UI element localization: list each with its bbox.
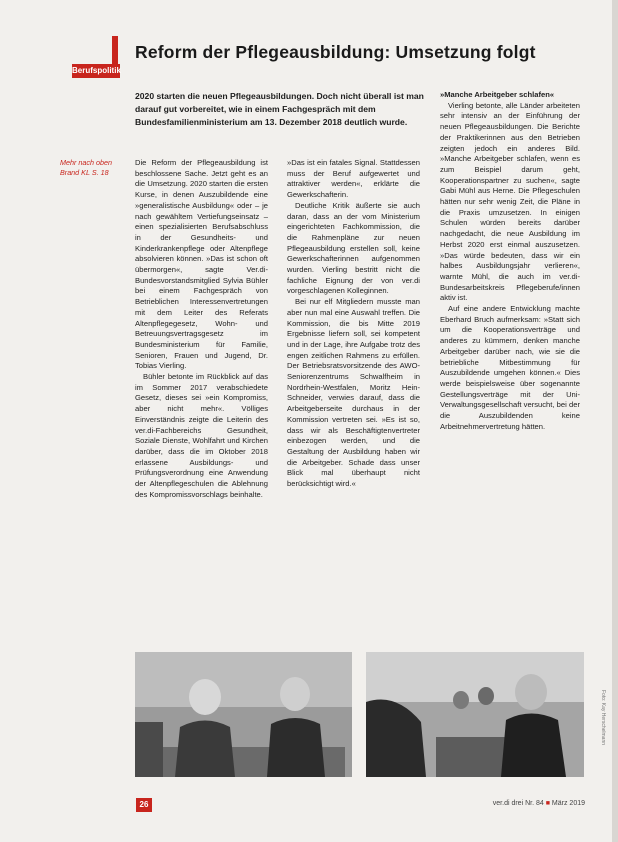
paragraph: »Das ist ein fatales Signal. Stattdessen muss der Beruf aufgewertet und attraktiver werden«, erklärte die Gewerkschafterin.	[287, 158, 420, 200]
photo-left-image	[135, 652, 352, 777]
photo-left	[135, 652, 352, 777]
subheading: »Manche Arbeitgeber schlafen«	[440, 90, 555, 99]
paragraph: Vierling betonte, alle Länder arbeiteten sehr intensiv an der Einführung der neuen Pflegeausbildungen. Die Berichte der Praktikerinnen aus den Betrieben zeigten jedoch ein anderes Bild. »Manche Arbeitgeber schlafen, wenn es zum Beispiel darum geht, Kooperationspartner zu suchen«, sagte Gabi Mühl aus Herne. Die Pflegeschulen hätten nur sehr wenig Zeit, die Pläne in die Praxis umzusetzen. In einigen Schulen würden bereits darüber nachgedacht, die neue Ausbildung im Herbst 2020 erst einmal auszusetzen. »Das würde bedeuten, dass wir ein halbes Ausbildungsjahr verlieren«, warnte Mühl, die auch im ver.di-Bundesarbeitskreis Pflegeberufe/innen aktiv ist.	[440, 100, 580, 303]
issue-number: Nr. 84	[525, 800, 544, 807]
text-column-2	[287, 158, 420, 628]
publication-footer	[400, 800, 585, 807]
issue-date: März 2019	[551, 800, 585, 807]
paragraph: Auf eine andere Entwicklung machte Eberhard Bruch aufmerksam: »Statt sich um die Kooperationsverträge und anderes zu kümmern, denken manche Arbeitgeber darüber nach, wie sie die betriebliche Mitbestimmung für Auszubildende umgehen können.« Dies werde beispielsweise über sogenannte Gestellungsverträge mit der Uni-Verwaltungsgesellschaft versucht, bei der die Auszubildenden keine Arbeitnehmervertretung hätten.	[440, 304, 580, 431]
photo-right	[366, 652, 584, 777]
article-lead: 2020 starten die neuen Pflegeausbildungen. Doch nicht überall ist man darauf gut vorbereitet, wie in einem Fachgespräch mit dem Bundesfamilienministerium am 13. Dezember 2018 deutlich wurde.	[135, 91, 424, 127]
paragraph: Deutliche Kritik äußerte sie auch daran, dass an der vom Ministerium eingerichteten Fachkommission, die die Rahmenpläne zur neuen Pflegeausbildung erstellen soll, keine Gewerkschafterinnen aufgenommen wurden. Vierling bestritt nicht die fachliche Eignung der von ver.di vorgeschlagenen Kolleginnen.	[287, 200, 420, 296]
article-title: Reform der Pflegeausbildung: Umsetzung folgt	[135, 42, 536, 62]
paragraph: Bei nur elf Mitgliedern musste man aber nun mal eine Auswahl treffen. Die Kommission, die bis Mitte 2019 Ergebnisse liefern soll, sei kompetent und in der Lage, ihre Aufgabe trotz des engen zeitlichen Rahmens zu erfüllen. Der Betriebsratsvorsitzende des AWO-Seniorenzentrums Schwalfheim in Nordrhein-Westfalen, Moritz Hein-Schneider, verwies darauf, dass die Arbeitgeberseite durchaus in der Kommission vertreten sei. »Es ist so, dass wir als Beschäftigtenvertreter einbezogen werden, und die Gestaltung der Ausbildung haben wir die Arbeitgeber. Schade dass unser Blick mal überhaupt nicht berücksichtigt wird.«	[287, 297, 420, 489]
text-column-3	[440, 90, 580, 590]
text-column-1	[135, 158, 268, 628]
paragraph: Bühler betonte im Rückblick auf das im Sommer 2017 verabschiedete Gesetz, dieses sei »ein Kompromiss, aber nicht mehr«. Völliges Einverständnis zeigte die Leiterin des ver.di-Fachbereichs Gesundheit, Soziale Dienste, Wohlfahrt und Kirchen darüber, dass die im Oktober 2018 erlassene Ausbildungs- und Prüfungsverordnung eine Anwendung der Altenpflegeschulen die Ablehnung des Kompromissvorschlags beinhalte.	[135, 372, 268, 499]
margin-note: Mehr nach oben Brand KL S. 18	[60, 158, 112, 177]
page-number: 26	[136, 798, 152, 812]
photo-credit: Foto: Kay Herschelmann	[600, 690, 606, 746]
rubric-label: Berufspolitik	[72, 64, 120, 78]
page-edge	[612, 0, 618, 842]
photo-right-image	[366, 652, 584, 777]
rubric-rule	[112, 36, 118, 66]
footer-separator: ■	[545, 800, 550, 807]
publication-name: ver.di drei	[492, 800, 524, 807]
paragraph: Die Reform der Pflegeausbildung ist beschlossene Sache. Jetzt geht es an die Umsetzung. 2020 starten die ersten Kurse, in denen Auszubildende eine »generalistische Ausbildung« oder – je nach gewähltem Vertiefungseinsatz – einen spezialisierten Berufsabschluss in der Gesundheits- und Kinderkrankenpflege oder Altenpflege absolvieren können. »Das ist schon oft übermorgen«, sagte Ver.di-Bundesvorstandsmitglied Sylvia Bühler bei einem Fachgespräch von Betrieblichen Interessenvertretungen mit dem Leiter des Referats Altenpflegegesetz, Wohn- und Betreuungsvertragsgesetz im Bundesministerium für Familie, Senioren, Frauen und Jugend, Dr. Tobias Vierling.	[135, 158, 268, 371]
